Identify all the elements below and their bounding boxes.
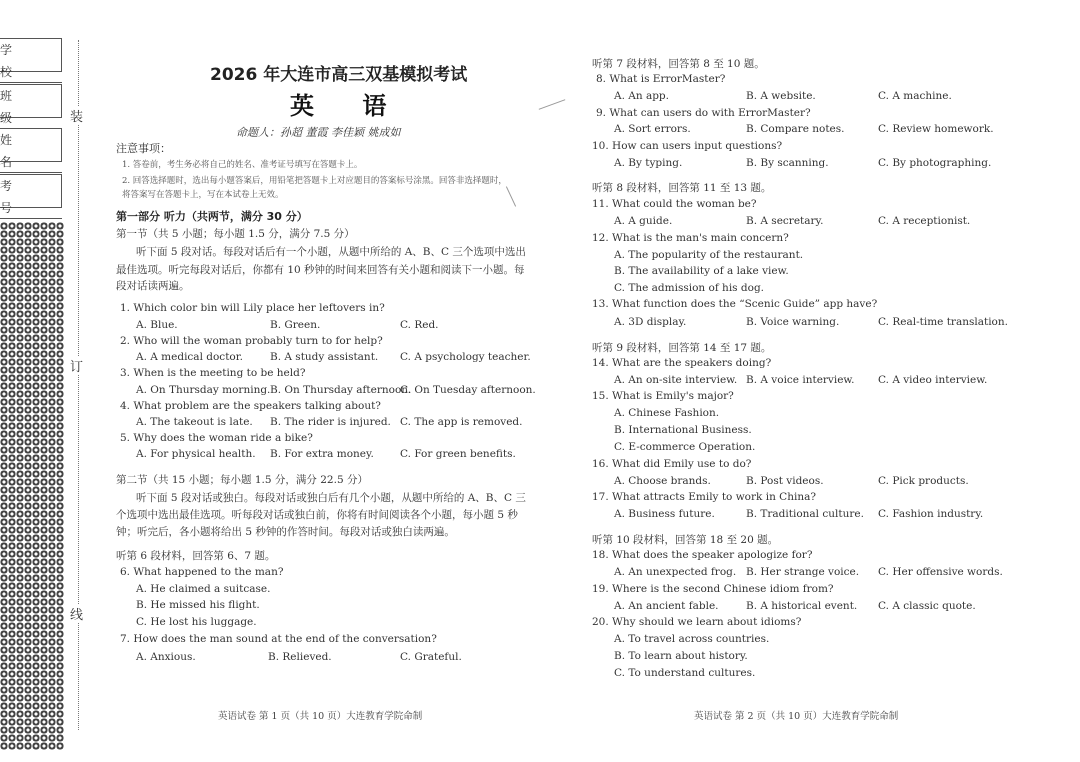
- question: 2. Who will the woman probably turn to for help?: [120, 335, 383, 347]
- option-c: C. The app is removed.: [400, 416, 523, 428]
- option-b: B. Her strange voice.: [746, 566, 860, 578]
- option-c: C. Fashion industry.: [878, 508, 984, 520]
- part1-heading: 第一部分 听力（共两节，满分 30 分）: [116, 210, 308, 223]
- option-c: C. A psychology teacher.: [400, 351, 531, 363]
- option-a: A. Choose brands.: [614, 475, 711, 487]
- option-a: A. Chinese Fashion.: [614, 407, 720, 419]
- material-label: 听第 6 段材料，回答第 6、7 题。: [116, 550, 276, 562]
- note-item: 1. 答卷前，考生务必将自己的姓名、准考证号填写在答题卡上。: [122, 160, 363, 170]
- option-b: B. By scanning.: [746, 157, 829, 169]
- option-a: A. An on-site interview.: [614, 374, 738, 386]
- pencil-mark: [539, 99, 566, 110]
- option-c: C. Review homework.: [878, 123, 994, 135]
- option-c: C. A receptionist.: [878, 215, 971, 227]
- divider: [0, 72, 62, 83]
- option-a: A. An app.: [614, 90, 669, 102]
- option-c: C. By photographing.: [878, 157, 992, 169]
- divider: [0, 208, 62, 219]
- option-c: C. Her offensive words.: [878, 566, 1003, 578]
- section2-instruction: 听下面 5 段对话或独白。每段对话或独白后有几个小题，从题中所给的 A、B、C 三: [136, 492, 526, 504]
- option-c: C. On Tuesday afternoon.: [400, 384, 536, 396]
- section2-heading: 第二节（共 15 小题；每小题 1.5 分，满分 22.5 分）: [116, 474, 368, 486]
- option-b: B. To learn about history.: [614, 650, 748, 662]
- question: 13. What function does the “Scenic Guide” app have?: [592, 298, 878, 310]
- option-c: C. He lost his luggage.: [136, 616, 257, 628]
- option-b: B. Voice warning.: [746, 316, 840, 328]
- question: 16. What did Emily use to do?: [592, 458, 752, 470]
- option-c: C. For green benefits.: [400, 448, 516, 460]
- option-b: B. International Business.: [614, 424, 752, 436]
- option-a: A. For physical health.: [136, 448, 256, 460]
- option-a: A. A medical doctor.: [136, 351, 243, 363]
- option-a: A. The popularity of the restaurant.: [614, 249, 804, 261]
- material-label: 听第 8 段材料，回答第 11 至 13 题。: [592, 182, 772, 194]
- option-b: B. Green.: [270, 319, 321, 331]
- option-b: B. A website.: [746, 90, 816, 102]
- option-c: C. The admission of his dog.: [614, 282, 764, 294]
- name-label: 姓 名: [0, 133, 33, 169]
- option-b: B. Traditional culture.: [746, 508, 864, 520]
- option-b: B. A voice interview.: [746, 374, 855, 386]
- option-a: A. By typing.: [614, 157, 683, 169]
- question: 8. What is ErrorMaster?: [596, 73, 726, 85]
- subject-title: 英 语: [290, 92, 407, 120]
- section2-instruction: 个选项中选出最佳选项。听每段对话或独白前，你将有时间阅读各个小题，每小题 5 秒: [116, 509, 518, 521]
- cut-label-zhuang: 装: [70, 106, 83, 125]
- option-a: A. A guide.: [614, 215, 673, 227]
- question: 10. How can users input questions?: [592, 140, 783, 152]
- name-field: [0, 128, 62, 169]
- page2-footer: 英语试卷 第 2 页（共 10 页）大连教育学院命制: [694, 711, 899, 722]
- section1-instruction: 段对话读两遍。: [116, 280, 190, 292]
- id-field: [0, 174, 62, 215]
- notes-heading: 注意事项：: [116, 142, 171, 155]
- option-a: A. Business future.: [614, 508, 715, 520]
- option-a: A. An unexpected frog.: [614, 566, 737, 578]
- option-b: B. The rider is injured.: [270, 416, 391, 428]
- option-c: C. E-commerce Operation.: [614, 441, 756, 453]
- option-b: B. Compare notes.: [746, 123, 845, 135]
- class-label: 班 级: [0, 89, 33, 125]
- note-item: 2. 回答选择题时，选出每小题答案后，用铅笔把答题卡上对应题目的答案标号涂黑。回答非选择题时，: [122, 176, 507, 186]
- option-c: C. A machine.: [878, 90, 952, 102]
- option-b: B. The availability of a lake view.: [614, 265, 789, 277]
- question: 19. Where is the second Chinese idiom from?: [592, 583, 834, 595]
- option-b: B. Relieved.: [268, 651, 332, 663]
- option-a: A. On Thursday morning.: [136, 384, 271, 396]
- cut-label-ding: 订: [70, 356, 83, 375]
- question: 1. Which color bin will Lily place her leftovers in?: [120, 302, 385, 314]
- question: 5. Why does the woman ride a bike?: [120, 432, 313, 444]
- option-c: C. A classic quote.: [878, 600, 976, 612]
- question: 11. What could the woman be?: [592, 198, 757, 210]
- question: 12. What is the man's main concern?: [592, 232, 789, 244]
- note-item: 将答案写在答题卡上，写在本试卷上无效。: [122, 190, 284, 200]
- authors: 命题人：孙超 董霞 李佳颖 姚成如: [236, 126, 401, 139]
- option-b: B. A secretary.: [746, 215, 824, 227]
- option-b: B. A historical event.: [746, 600, 858, 612]
- question: 9. What can users do with ErrorMaster?: [596, 107, 811, 119]
- id-label: 考 号: [0, 179, 33, 215]
- option-b: B. A study assistant.: [270, 351, 379, 363]
- option-b: B. On Thursday afternoon.: [270, 384, 412, 396]
- school-label: 学 校: [0, 43, 33, 79]
- material-label: 听第 9 段材料，回答第 14 至 17 题。: [592, 342, 772, 354]
- cut-line: [78, 40, 79, 730]
- option-a: A. 3D display.: [614, 316, 687, 328]
- question: 7. How does the man sound at the end of the conversation?: [120, 633, 437, 645]
- question: 20. Why should we learn about idioms?: [592, 616, 802, 628]
- section1-instruction: 听下面 5 段对话。每段对话后有一个小题，从题中所给的 A、B、C 三个选项中选出: [136, 246, 526, 258]
- divider: [0, 162, 62, 173]
- exam-title: 2026 年大连市高三双基模拟考试: [210, 65, 468, 85]
- option-a: A. The takeout is late.: [136, 416, 253, 428]
- option-c: C. A video interview.: [878, 374, 988, 386]
- question: 18. What does the speaker apologize for?: [592, 549, 813, 561]
- question: 6. What happened to the man?: [120, 566, 284, 578]
- option-c: C. To understand cultures.: [614, 667, 756, 679]
- question: 15. What is Emily's major?: [592, 390, 734, 402]
- section1-heading: 第一节（共 5 小题；每小题 1.5 分，满分 7.5 分）: [116, 228, 355, 240]
- material-label: 听第 10 段材料，回答第 18 至 20 题。: [592, 534, 779, 546]
- question: 17. What attracts Emily to work in China?: [592, 491, 816, 503]
- question: 4. What problem are the speakers talking about?: [120, 400, 381, 412]
- option-a: A. Sort errors.: [614, 123, 691, 135]
- cut-label-xian: 线: [70, 604, 83, 623]
- school-field: [0, 38, 62, 79]
- option-a: A. He claimed a suitcase.: [136, 583, 271, 595]
- option-c: C. Pick products.: [878, 475, 969, 487]
- option-a: A. An ancient fable.: [614, 600, 719, 612]
- option-b: B. He missed his flight.: [136, 599, 260, 611]
- question: 14. What are the speakers doing?: [592, 357, 772, 369]
- question: 3. When is the meeting to be held?: [120, 367, 306, 379]
- pencil-mark: [506, 186, 516, 206]
- option-c: C. Real-time translation.: [878, 316, 1008, 328]
- option-a: A. Anxious.: [136, 651, 196, 663]
- section2-instruction: 钟；听完后，各小题将给出 5 秒钟的作答时间。每段对话或独白读两遍。: [116, 526, 455, 538]
- class-field: [0, 84, 62, 125]
- option-b: B. For extra money.: [270, 448, 374, 460]
- option-b: B. Post videos.: [746, 475, 824, 487]
- option-c: C. Grateful.: [400, 651, 462, 663]
- page1-footer: 英语试卷 第 1 页（共 10 页）大连教育学院命制: [218, 711, 423, 722]
- binding-pattern: [0, 222, 64, 750]
- section1-instruction: 最佳选项。听完每段对话后，你都有 10 秒钟的时间来回答有关小题和阅读下一小题。每: [116, 264, 525, 276]
- option-a: A. To travel across countries.: [614, 633, 770, 645]
- option-c: C. Red.: [400, 319, 439, 331]
- option-a: A. Blue.: [136, 319, 178, 331]
- material-label: 听第 7 段材料，回答第 8 至 10 题。: [592, 58, 765, 70]
